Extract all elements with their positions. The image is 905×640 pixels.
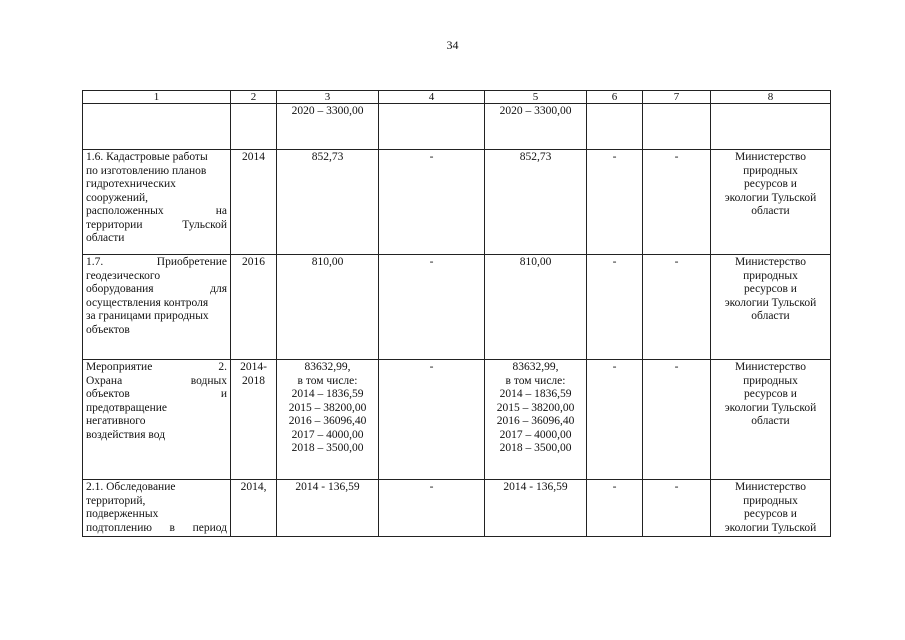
cell-period: 2014 — [231, 150, 277, 255]
cell-responsible: Министерство природных ресурсов и экологии Тульской области — [711, 360, 831, 480]
cell-period: 2014, — [231, 480, 277, 537]
cell-other-sources: - — [643, 255, 711, 360]
column-header: 4 — [379, 91, 485, 104]
column-header: 3 — [277, 91, 379, 104]
cell-other-sources: - — [643, 150, 711, 255]
column-header: 5 — [485, 91, 587, 104]
column-header: 1 — [83, 91, 231, 104]
cell-period: 2016 — [231, 255, 277, 360]
column-header: 6 — [587, 91, 643, 104]
cell-total-funding: 2020 – 3300,00 — [277, 104, 379, 150]
cell-federal-budget: - — [379, 150, 485, 255]
cell-period: 2014- 2018 — [231, 360, 277, 480]
cell-responsible — [711, 104, 831, 150]
cell-measure-name: 1.6. Кадастровые работы по изготовлению планов гидротехнических сооружений, расположенных на территории Тульской области — [83, 150, 231, 255]
cell-measure-name: Мероприятие 2. Охрана водных объектов и предотвращение негативного воздействия вод — [83, 360, 231, 480]
cell-responsible: Министерство природных ресурсов и экологии Тульской области — [711, 150, 831, 255]
cell-regional-budget: 2020 – 3300,00 — [485, 104, 587, 150]
cell-federal-budget: - — [379, 480, 485, 537]
column-header: 7 — [643, 91, 711, 104]
cell-regional-budget: 83632,99, в том числе: 2014 – 1836,59 2015 – 38200,00 2016 – 36096,40 2017 – 4000,00 2018 – 3500,00 — [485, 360, 587, 480]
page-number: 34 — [446, 38, 459, 52]
column-header: 2 — [231, 91, 277, 104]
cell-responsible: Министерство природных ресурсов и экологии Тульской области — [711, 255, 831, 360]
cell-regional-budget: 2014 - 136,59 — [485, 480, 587, 537]
cell-total-funding: 83632,99, в том числе: 2014 – 1836,59 2015 – 38200,00 2016 – 36096,40 2017 – 4000,00 2018 – 3500,00 — [277, 360, 379, 480]
table-row — [83, 104, 831, 150]
cell-local-budget: - — [587, 150, 643, 255]
cell-period — [231, 104, 277, 150]
cell-responsible: Министерство природных ресурсов и экологии Тульской — [711, 480, 831, 537]
cell-regional-budget: 810,00 — [485, 255, 587, 360]
cell-local-budget — [587, 104, 643, 150]
table-row — [83, 480, 831, 537]
cell-local-budget: - — [587, 360, 643, 480]
cell-total-funding: 852,73 — [277, 150, 379, 255]
cell-measure-name: 1.7. Приобретение геодезического оборудования для осуществления контроля за границами природных объектов — [83, 255, 231, 360]
measures-table — [82, 90, 831, 537]
table-row — [83, 255, 831, 360]
table-row — [83, 150, 831, 255]
table-row — [83, 360, 831, 480]
cell-regional-budget: 852,73 — [485, 150, 587, 255]
cell-measure-name — [83, 104, 231, 150]
cell-total-funding: 810,00 — [277, 255, 379, 360]
cell-local-budget: - — [587, 480, 643, 537]
cell-local-budget: - — [587, 255, 643, 360]
cell-federal-budget: - — [379, 360, 485, 480]
table-header-row — [83, 91, 831, 104]
cell-federal-budget — [379, 104, 485, 150]
column-header: 8 — [711, 91, 831, 104]
cell-other-sources — [643, 104, 711, 150]
cell-total-funding: 2014 - 136,59 — [277, 480, 379, 537]
cell-federal-budget: - — [379, 255, 485, 360]
cell-other-sources: - — [643, 480, 711, 537]
cell-measure-name: 2.1. Обследование территорий, подверженных подтоплению в период — [83, 480, 231, 537]
cell-other-sources: - — [643, 360, 711, 480]
